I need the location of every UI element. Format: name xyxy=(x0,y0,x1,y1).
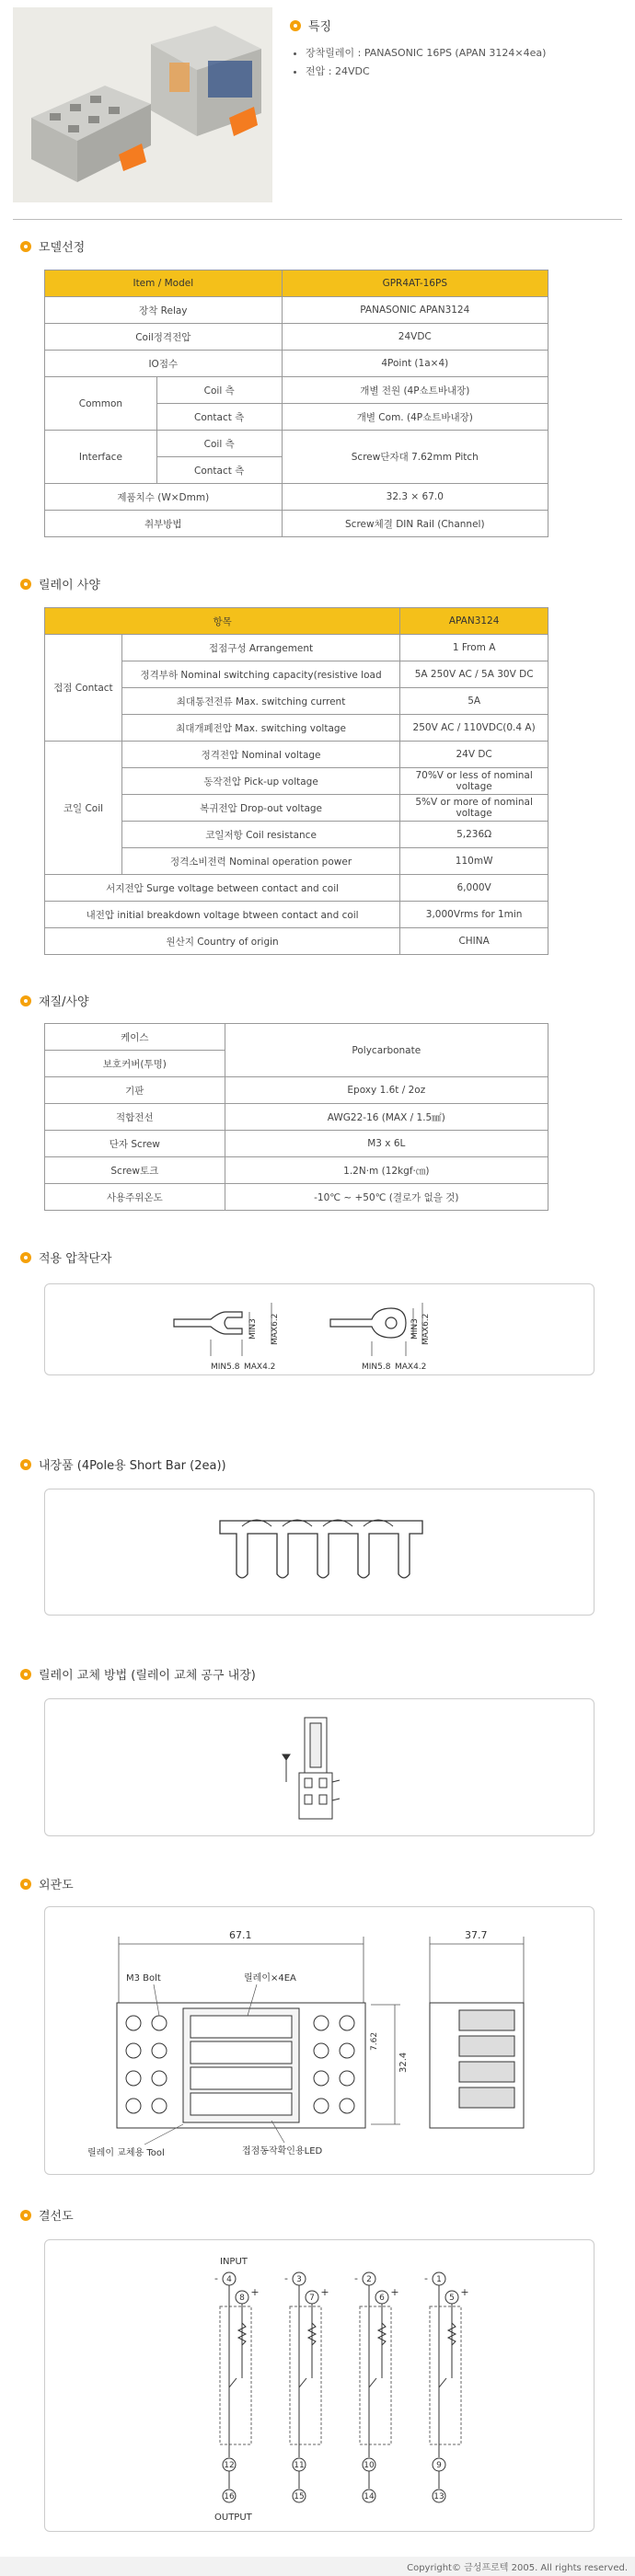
relay-outline xyxy=(430,2306,461,2444)
pin-number: 8 xyxy=(239,2294,245,2303)
bullet-icon xyxy=(20,1669,31,1680)
minus-sign: - xyxy=(214,2272,218,2284)
max42-label: MAX4.2 xyxy=(395,1363,427,1372)
plus-sign: + xyxy=(320,2286,329,2298)
pin-number: 9 xyxy=(436,2461,442,2470)
table-row: 정격부하 Nominal switching capacity(resistive load 5A 250V AC / 5A 30V DC xyxy=(45,661,548,688)
min58-label: MIN5.8 xyxy=(211,1363,240,1372)
table-row: 최대개폐전압 Max. switching voltage 250V AC / 110VDC(0.4 A) xyxy=(45,715,548,742)
copyright-text: Copyright© 금성프로텍 2005. All rights reserved. xyxy=(407,2563,628,2573)
table-row: 단자 Screw M3 x 6L xyxy=(45,1131,548,1157)
table-row: Contact 측 개별 Com. (4P쇼트바내장) xyxy=(45,404,548,431)
material-section-title: 재질/사양 xyxy=(20,992,89,1009)
bullet-icon xyxy=(20,1879,31,1890)
table-row: Coil정격전압 24VDC xyxy=(45,324,548,351)
bullet-icon xyxy=(20,995,31,1006)
table-row: 사용주위온도 -10℃ ~ +50℃ (결로가 없을 것) xyxy=(45,1184,548,1211)
table-row: 정격소비전력 Nominal operation power 110mW xyxy=(45,848,548,875)
shortbar-section-title: 내장품 (4Pole용 Short Bar (2ea)) xyxy=(20,1455,226,1473)
replace-diagram xyxy=(44,1698,595,1836)
pitch-dim: 7.62 xyxy=(370,2031,379,2051)
shortbar-diagram xyxy=(44,1489,595,1616)
table-row: 코일저항 Coil resistance 5,236Ω xyxy=(45,822,548,848)
plus-sign: + xyxy=(390,2286,399,2298)
switch-symbol xyxy=(439,2378,446,2397)
table-row: Contact 측 xyxy=(45,457,548,484)
model-table xyxy=(44,270,548,537)
input-label: INPUT xyxy=(220,2257,248,2267)
table-row: Interface Coil 측 Screw단자대 7.62mm Pitch xyxy=(45,431,548,457)
minus-sign: - xyxy=(424,2272,428,2284)
width-dim: 67.1 xyxy=(229,1929,252,1941)
table-row: 동작전압 Pick-up voltage 70%V or less of nominal voltage xyxy=(45,768,548,795)
pin-number: 11 xyxy=(294,2461,305,2470)
depth-dim: 37.7 xyxy=(465,1929,488,1941)
relay-table xyxy=(44,607,548,955)
footer xyxy=(0,2557,635,2576)
minus-sign: - xyxy=(284,2272,288,2284)
max62-label: MAX6.2 xyxy=(421,1313,431,1345)
model-section-title: 모델선정 xyxy=(20,237,85,255)
table-header-row: 항목 APAN3124 xyxy=(45,608,548,635)
table-row: 내전압 initial breakdown voltage btween contact and coil 3,000Vrms for 1min xyxy=(45,902,548,928)
minus-sign: - xyxy=(354,2272,358,2284)
relay-outline xyxy=(290,2306,321,2444)
min3-label: MIN3 xyxy=(248,1318,258,1340)
relay-count-label: 릴레이×4EA xyxy=(244,1973,296,1984)
table-row: 서지전압 Surge voltage between contact and coil 6,000V xyxy=(45,875,548,902)
m3-bolt-label: M3 Bolt xyxy=(126,1973,161,1984)
features-title: 특징 xyxy=(290,17,331,34)
min58-label: MIN5.8 xyxy=(362,1363,391,1372)
relay-outline xyxy=(220,2306,251,2444)
outline-section-title: 외관도 xyxy=(20,1875,74,1892)
divider xyxy=(13,219,622,220)
table-row: 기판 Epoxy 1.6t / 2oz xyxy=(45,1077,548,1104)
table-row: 취부방법 Screw체결 DIN Rail (Channel) xyxy=(45,511,548,537)
max42-label: MAX4.2 xyxy=(244,1363,276,1372)
table-row: Screw토크 1.2N·m (12kgf·㎝) xyxy=(45,1157,548,1184)
switch-symbol xyxy=(299,2378,306,2397)
terminal-diagram xyxy=(44,1283,595,1375)
material-table xyxy=(44,1023,548,1211)
feature-item: • 장착릴레이 : PANASONIC 16PS (APAN 3124×4ea) xyxy=(306,44,546,63)
relay-outline xyxy=(360,2306,391,2444)
tool-label: 릴레이 교체용 Tool xyxy=(87,2148,165,2158)
replace-section-title: 릴레이 교체 방법 (릴레이 교체 공구 내장) xyxy=(20,1665,256,1683)
min3-label: MIN3 xyxy=(410,1318,420,1340)
pin-number: 15 xyxy=(294,2492,305,2501)
height-dim: 32.4 xyxy=(398,2052,409,2073)
relay-section-title: 릴레이 사양 xyxy=(20,575,100,592)
bullet-icon xyxy=(20,2210,31,2221)
bullet-icon xyxy=(290,20,301,31)
terminal-section-title: 적용 압착단자 xyxy=(20,1248,111,1266)
feature-item: • 전압 : 24VDC xyxy=(306,63,546,81)
bullet-icon xyxy=(20,241,31,252)
pin-number: 10 xyxy=(364,2461,375,2470)
max62-label: MAX6.2 xyxy=(271,1313,280,1345)
bullet-icon xyxy=(20,579,31,590)
table-row: IO점수 4Point (1a×4) xyxy=(45,351,548,377)
table-row: 코일 Coil 정격전압 Nominal voltage 24V DC xyxy=(45,742,548,768)
pin-number: 16 xyxy=(224,2492,235,2501)
table-header-row: Item / Model GPR4AT-16PS xyxy=(45,270,548,297)
plus-sign: + xyxy=(460,2286,469,2298)
led-label: 접점동작확인용LED xyxy=(242,2146,323,2156)
table-row: 접점 Contact 접점구성 Arrangement 1 From A xyxy=(45,635,548,661)
features-list xyxy=(293,44,546,81)
pin-number: 6 xyxy=(379,2294,385,2303)
pin-number: 7 xyxy=(309,2294,315,2303)
pin-number: 2 xyxy=(366,2275,372,2284)
product-photo xyxy=(13,7,272,202)
switch-symbol xyxy=(369,2378,376,2397)
table-row: 원산지 Country of origin CHINA xyxy=(45,928,548,955)
table-row: 최대통전전류 Max. switching current 5A xyxy=(45,688,548,715)
table-row: 복귀전압 Drop-out voltage 5%V or more of nominal voltage xyxy=(45,795,548,822)
table-row: 보호커버(투명) xyxy=(45,1051,548,1077)
switch-symbol xyxy=(229,2378,237,2397)
pin-number: 1 xyxy=(436,2275,442,2284)
table-row: 케이스 Polycarbonate xyxy=(45,1024,548,1051)
bullet-icon xyxy=(20,1252,31,1263)
pin-number: 13 xyxy=(433,2492,444,2501)
table-row: 적합전선 AWG22-16 (MAX / 1.5㎟) xyxy=(45,1104,548,1131)
pin-number: 12 xyxy=(224,2461,235,2470)
table-row: 장착 Relay PANASONIC APAN3124 xyxy=(45,297,548,324)
pin-number: 14 xyxy=(364,2492,375,2501)
wiring-section-title: 결선도 xyxy=(20,2206,74,2224)
pin-number: 3 xyxy=(296,2275,302,2284)
table-row: Common Coil 측 개별 전원 (4P쇼트바내장) xyxy=(45,377,548,404)
plus-sign: + xyxy=(250,2286,260,2298)
wiring-diagram xyxy=(44,2239,595,2532)
outline-diagram xyxy=(44,1906,595,2175)
pin-number: 5 xyxy=(449,2294,455,2303)
pin-number: 4 xyxy=(226,2275,232,2284)
table-row: 제품치수 (W×Dmm) 32.3 × 67.0 xyxy=(45,484,548,511)
output-label: OUTPUT xyxy=(214,2513,252,2523)
bullet-icon xyxy=(20,1459,31,1470)
